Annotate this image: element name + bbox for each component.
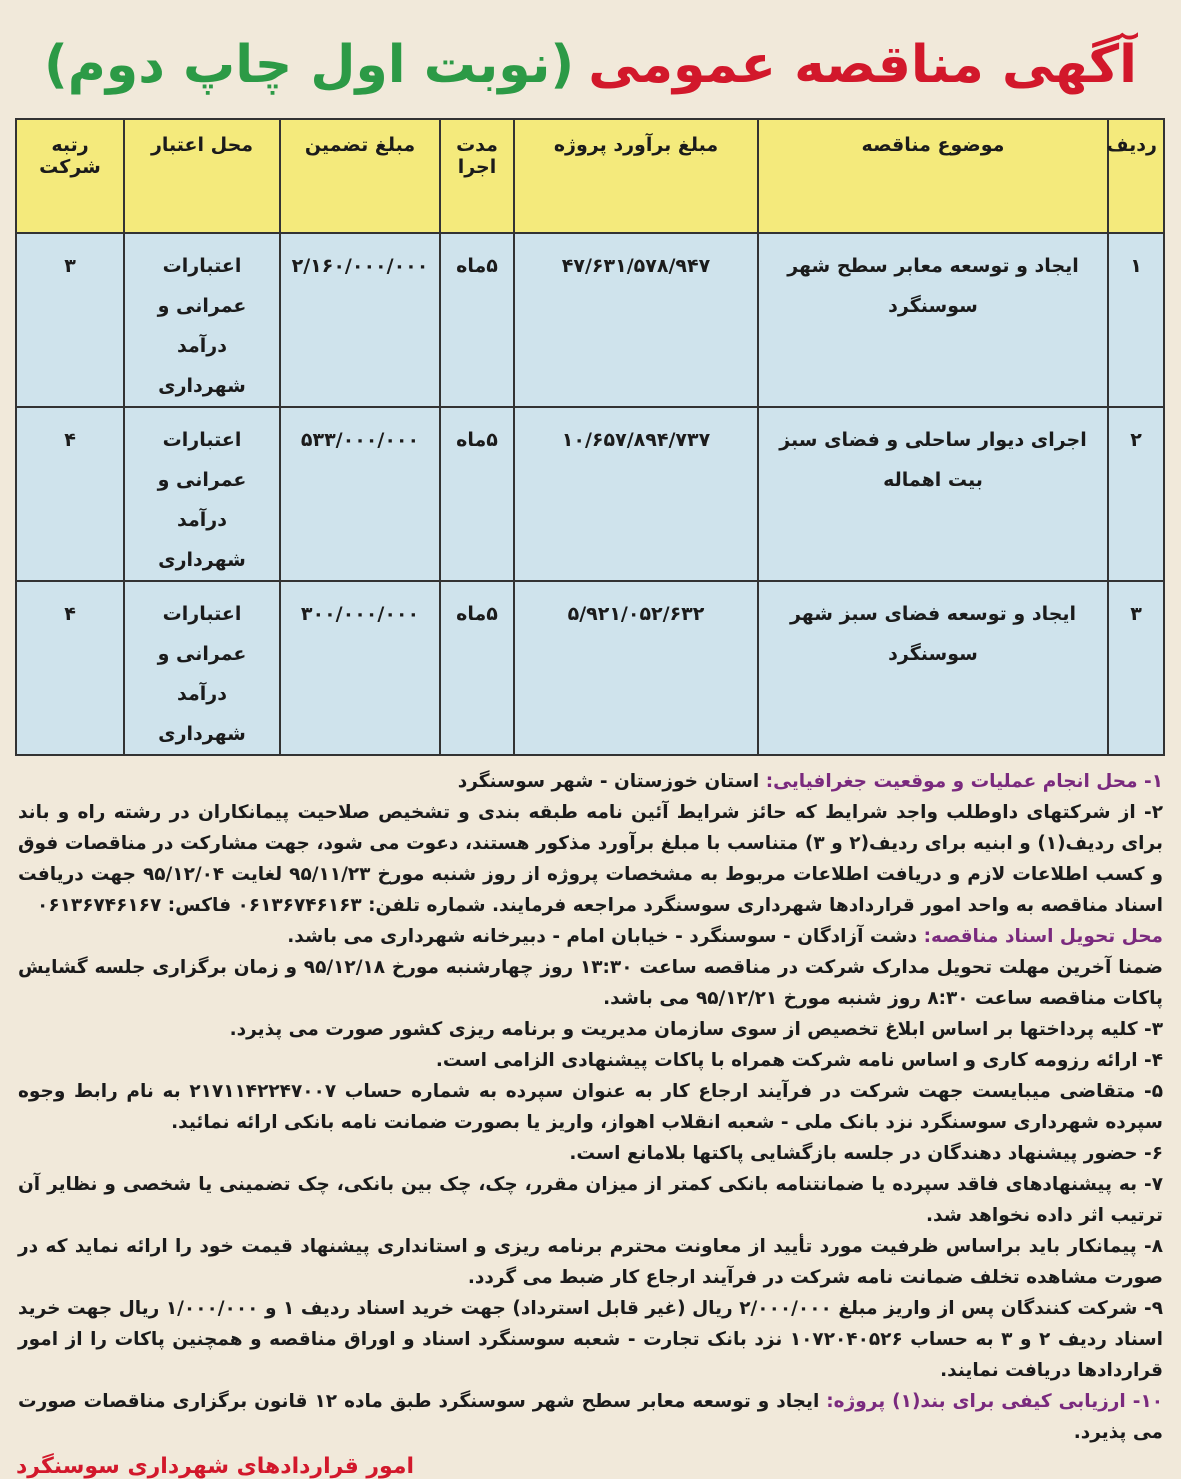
row-number: ۱ xyxy=(1108,233,1164,407)
issuer-signature: امور قراردادهای شهرداری سوسنگرد xyxy=(16,1454,415,1479)
clause-1-text: استان خوزستان - شهر سوسنگرد xyxy=(457,771,766,792)
row-duration: ۵ماه xyxy=(440,233,514,407)
row-guarantee: ۳۰۰/۰۰۰/۰۰۰ xyxy=(280,581,440,755)
row-grade: ۳ xyxy=(16,233,124,407)
row-duration: ۵ماه xyxy=(440,581,514,755)
row-subject: ایجاد و توسعه معابر سطح شهر سوسنگرد xyxy=(758,233,1108,407)
row-guarantee: ۲/۱۶۰/۰۰۰/۰۰۰ xyxy=(280,233,440,407)
clause-10-text: ایجاد و توسعه معابر سطح شهر سوسنگرد طبق ماده ۱۲ قانون برگزاری مناقصات صورت می پذیرد. xyxy=(18,1391,1163,1443)
clause-1-label: ۱- محل انجام عملیات و موقعیت جغرافیایی: xyxy=(765,771,1163,792)
row-grade: ۴ xyxy=(16,581,124,755)
header-subject: موضوع مناقصه xyxy=(758,119,1108,233)
row-credit-source: اعتبارات عمرانی و درآمد شهرداری xyxy=(124,407,280,581)
row-guarantee: ۵۳۳/۰۰۰/۰۰۰ xyxy=(280,407,440,581)
title-sub: (نوبت اول چاپ دوم) xyxy=(44,35,575,95)
table-header-row xyxy=(16,119,1164,233)
table-row xyxy=(16,407,1164,581)
row-grade: ۴ xyxy=(16,407,124,581)
clause-6: ۶- حضور پیشنهاد دهندگان در جلسه بازگشایی پاکتها بلامانع است. xyxy=(569,1143,1163,1164)
clause-10-label: ۱۰- ارزیابی کیفی برای بند(۱) پروژه: xyxy=(826,1391,1164,1412)
delivery-text: دشت آزادگان - سوسنگرد - خیابان امام - دبیرخانه شهرداری می باشد. xyxy=(287,926,924,947)
clause-2: ۲- از شرکتهای داوطلب واجد شرایط که حائز شرایط آئین نامه طبقه بندی و تشخیص صلاحیت پیمانکاران در رشته راه و باند برای ردیف(۱) و ابنیه برای ردیف(۲ و ۳) متناسب با مبلغ برآورد مذکور هستند، دعوت می شود، جهت مشارکت در مناقصات فوق و کسب اطلاعات لازم و دریافت اطلاعات مربوط به مشخصات پروژه از روز شنبه مورخ ۹۵/۱۱/۲۳ لغایت ۹۵/۱۲/۰۴ جهت دریافت اسناد مناقصه به واحد امور قراردادها شهرداری سوسنگرد مراجعه فرمایند. شماره تلفن: ۰۶۱۳۶۷۴۶۱۶۳ فاکس: ۰۶۱۳۶۷۴۶۱۶۷ xyxy=(18,802,1164,916)
header-estimate: مبلغ برآورد پروژه xyxy=(514,119,758,233)
clause-3: ۳- کلیه پرداختها بر اساس ابلاغ تخصیص از سوی سازمان مدیریت و برنامه ریزی کشور صورت می پذیرد. xyxy=(229,1019,1163,1040)
row-subject: ایجاد و توسعه فضای سبز شهر سوسنگرد xyxy=(758,581,1108,755)
clause-10 xyxy=(18,1386,1163,1448)
clause-7: ۷- به پیشنهادهای فاقد سپرده یا ضمانتنامه بانکی کمتر از میزان مقرر، چک، چک بین بانکی، چک تضمینی یا شخصی و نظایر آن ترتیب اثر داده نخواهد شد. xyxy=(18,1174,1163,1226)
header-credit-source: محل اعتبار xyxy=(124,119,280,233)
row-credit-source: اعتبارات عمرانی و درآمد شهرداری xyxy=(124,233,280,407)
deadline-text: ضمنا آخرین مهلت تحویل مدارک شرکت در مناقصه ساعت ۱۳:۳۰ روز چهارشنبه مورخ ۹۵/۱۲/۱۸ و زمان برگزاری جلسه گشایش پاکات مناقصه ساعت ۸:۳۰ روز شنبه مورخ ۹۵/۱۲/۲۱ می باشد. xyxy=(18,957,1163,1009)
notice-clauses xyxy=(16,766,1165,1448)
clause-1 xyxy=(18,766,1163,797)
header-company-grade: رتبه شرکت xyxy=(16,119,124,233)
clause-4: ۴- ارائه رزومه کاری و اساس نامه شرکت همراه با پاکات پیشنهادی الزامی است. xyxy=(435,1050,1163,1071)
delivery-label: محل تحویل اسناد مناقصه: xyxy=(923,926,1163,947)
row-estimate: ۴۷/۶۳۱/۵۷۸/۹۴۷ xyxy=(514,233,758,407)
table-row xyxy=(16,233,1164,407)
row-estimate: ۵/۹۲۱/۰۵۲/۶۳۲ xyxy=(514,581,758,755)
table-row xyxy=(16,581,1164,755)
row-credit-source: اعتبارات عمرانی و درآمد شهرداری xyxy=(124,581,280,755)
tenders-table xyxy=(15,118,1165,756)
row-estimate: ۱۰/۶۵۷/۸۹۴/۷۳۷ xyxy=(514,407,758,581)
header-duration: مدت اجرا xyxy=(440,119,514,233)
title-main: آگهی مناقصه عمومی xyxy=(588,35,1137,95)
row-number: ۳ xyxy=(1108,581,1164,755)
notice-title xyxy=(16,22,1165,108)
clause-5: ۵- متقاضی میبایست جهت شرکت در فرآیند ارجاع کار به عنوان سپرده به شماره حساب ۲۱۷۱۱۴۲۲۴۷۰۰۷ به نام رابط وجوه سپرده شهرداری سوسنگرد نزد بانک ملی - شعبه انقلاب اهواز، واریز یا بصورت ضمانت نامه بانکی ارائه نمائید. xyxy=(18,1081,1164,1133)
clause-8: ۸- پیمانکار باید براساس ظرفیت مورد تأیید از معاونت محترم برنامه ریزی و استانداری پیشنهاد قیمت خود را ارائه نماید که در صورت مشاهده تخلف ضمانت نامه شرکت در فرآیند ارجاع کار ضبط می گردد. xyxy=(18,1236,1163,1288)
row-subject: اجرای دیوار ساحلی و فضای سبز بیت اهماله xyxy=(758,407,1108,581)
row-duration: ۵ماه xyxy=(440,407,514,581)
row-number: ۲ xyxy=(1108,407,1164,581)
delivery-location xyxy=(18,921,1163,952)
header-guarantee: مبلغ تضمین xyxy=(280,119,440,233)
header-row-number: ردیف xyxy=(1108,119,1164,233)
clause-9: ۹- شرکت کنندگان پس از واریز مبلغ ۲/۰۰۰/۰۰۰ ریال (غیر قابل استرداد) جهت خرید اسناد ردیف ۱ و ۱/۰۰۰/۰۰۰ ریال جهت خرید اسناد ردیف ۲ و ۳ به حساب ۱۰۷۲۰۴۰۵۲۶ نزد بانک تجارت - شعبه سوسنگرد اسناد و اوراق مناقصه و همچنین پاکات را از امور قراردادها دریافت نمایند. xyxy=(18,1298,1163,1381)
